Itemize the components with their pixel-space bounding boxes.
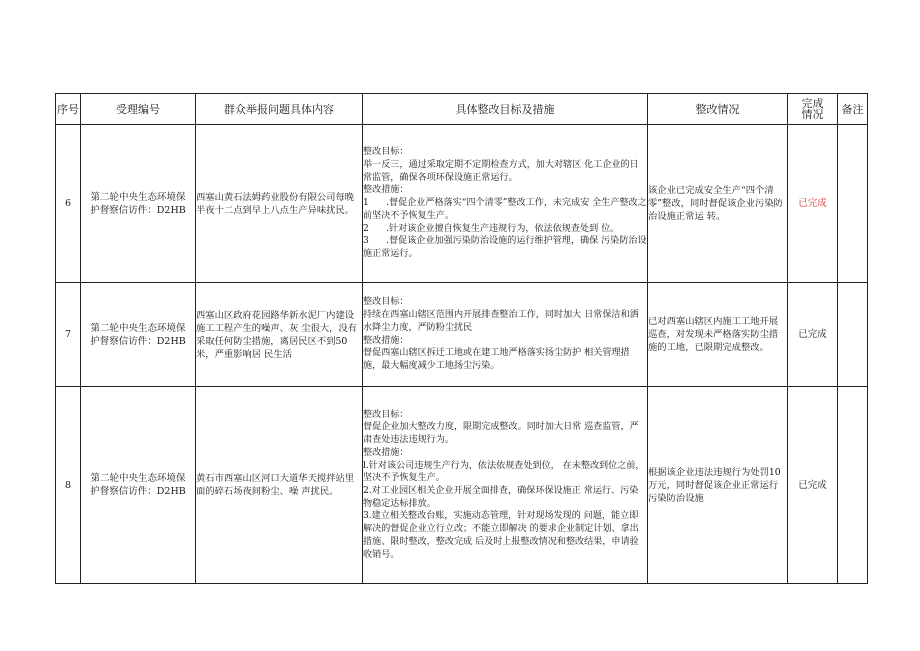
measure-line: 督促西塞山辖区拆迁工地或在建工地严格落实扬尘防护 相关管理措施，最大幅度减少工地扬尘污染。 (363, 348, 630, 371)
measure-line: 整改目标： (363, 409, 409, 420)
row-measures (363, 283, 648, 387)
row-complaint: 西塞山黄石法姆药业股份有限公司每晚半夜十二点到早上八点生产异味扰民。 (196, 125, 363, 283)
row-complaint: 西塞山区政府花园路华新水泥厂内建设施工工程产生的噪声、灰 尘很大，没有采取任何防尘措施，离居民区不到50米，严重影响居 民生活 (196, 283, 363, 387)
header-seq: 序号 (56, 94, 81, 125)
measure-line: 1 .督促企业严格落实“四个清零”整改工作，未完成安 全生产整改之前坚决不予恢复生产。 (363, 198, 647, 221)
header-progress: 整改情况 (648, 94, 788, 125)
header-case-no: 受理编号 (81, 94, 196, 125)
measure-line: 持续在西塞山辖区范围内开展排查整治工作，同时加大 日常保洁和洒水降尘力度，严防粉尘扰民 (363, 310, 639, 333)
measure-line: 2.对工业园区相关企业开展全面排查，确保环保设施正 常运行、污染物稳定达标排放。 (363, 486, 639, 509)
status-badge: 已完成 (788, 387, 838, 584)
status-badge: 已完成 (788, 125, 838, 283)
measure-line: 整改措施： (363, 185, 409, 196)
row-case-no: 第二轮中央生态环境保护督察信访件：D2HB (81, 387, 196, 584)
header-status: 完成 情况 (788, 94, 838, 125)
row-progress: 根据该企业违法违规行为处罚10万元，同时督促该企业正常运行污染防治设施 (648, 387, 788, 584)
header-measures: 具体整改目标及措施 (363, 94, 648, 125)
measure-line: 整改措施： (363, 335, 409, 346)
row-remark (838, 387, 868, 584)
measure-line: 整改目标： (363, 297, 409, 308)
measure-line: 3.建立相关整改台账，实施动态管理，针对现场发现的 问题，能立即解决的督促企业立行立改；不能立即解决 的要求企业制定计划、拿出措施、限时整改，整改完成 后及时上报整改情况和整改结果，申请验收销号。 (363, 511, 639, 560)
status-badge: 已完成 (788, 283, 838, 387)
measure-line: 整改措施： (363, 447, 409, 458)
row-progress: 已对西塞山辖区内施工工地开展巡查，对发现未严格落实防尘措施的工地，已限期完成整改。 (648, 283, 788, 387)
header-complaint: 群众举报问题具体内容 (196, 94, 363, 125)
header-row (56, 94, 868, 125)
row-case-no: 第二轮中央生态环境保护督察信访件：D2HB (81, 125, 196, 283)
row-case-no: 第二轮中央生态环境保护督察信访件：D2HB (81, 283, 196, 387)
table-row (56, 387, 868, 584)
measure-line: 整改目标： (363, 147, 409, 158)
row-seq: 8 (56, 387, 81, 584)
measure-line: 3 .督促该企业加强污染防治设施的运行维护管理，确保 污染防治设施正常运行。 (363, 236, 647, 259)
row-seq: 7 (56, 283, 81, 387)
row-measures (363, 387, 648, 584)
measure-line: 2 .针对该企业擅自恢复生产违规行为，依法依规查处到 位。 (363, 223, 620, 234)
row-seq: 6 (56, 125, 81, 283)
row-measures (363, 125, 648, 283)
row-progress: 该企业已完成安全生产“四个清零”整改，同时督促该企业污染防治设施正常运 转。 (648, 125, 788, 283)
measure-line: 督促企业加大整改力度，限期完成整改。同时加大日常 巡查监管，严肃查处违法违规行为。 (363, 422, 639, 446)
row-remark (838, 283, 868, 387)
row-complaint: 黄石市西塞山区河口大道华天搅拌站里面的碎石场夜间粉尘、噪 声扰民。 (196, 387, 363, 584)
row-remark (838, 125, 868, 283)
table-row (56, 125, 868, 283)
measure-line: l.针对该公司违规生产行为，依法依规查处到位， 在未整改到位之前，坚决不予恢复生产。 (363, 460, 645, 484)
header-remark: 备注 (838, 94, 868, 125)
rectification-table (55, 93, 868, 584)
table-row (56, 283, 868, 387)
measure-line: 举一反三，通过采取定期不定期检查方式，加大对辖区 化工企业的日常监管，确保各项环保设施正常运行。 (363, 160, 639, 183)
